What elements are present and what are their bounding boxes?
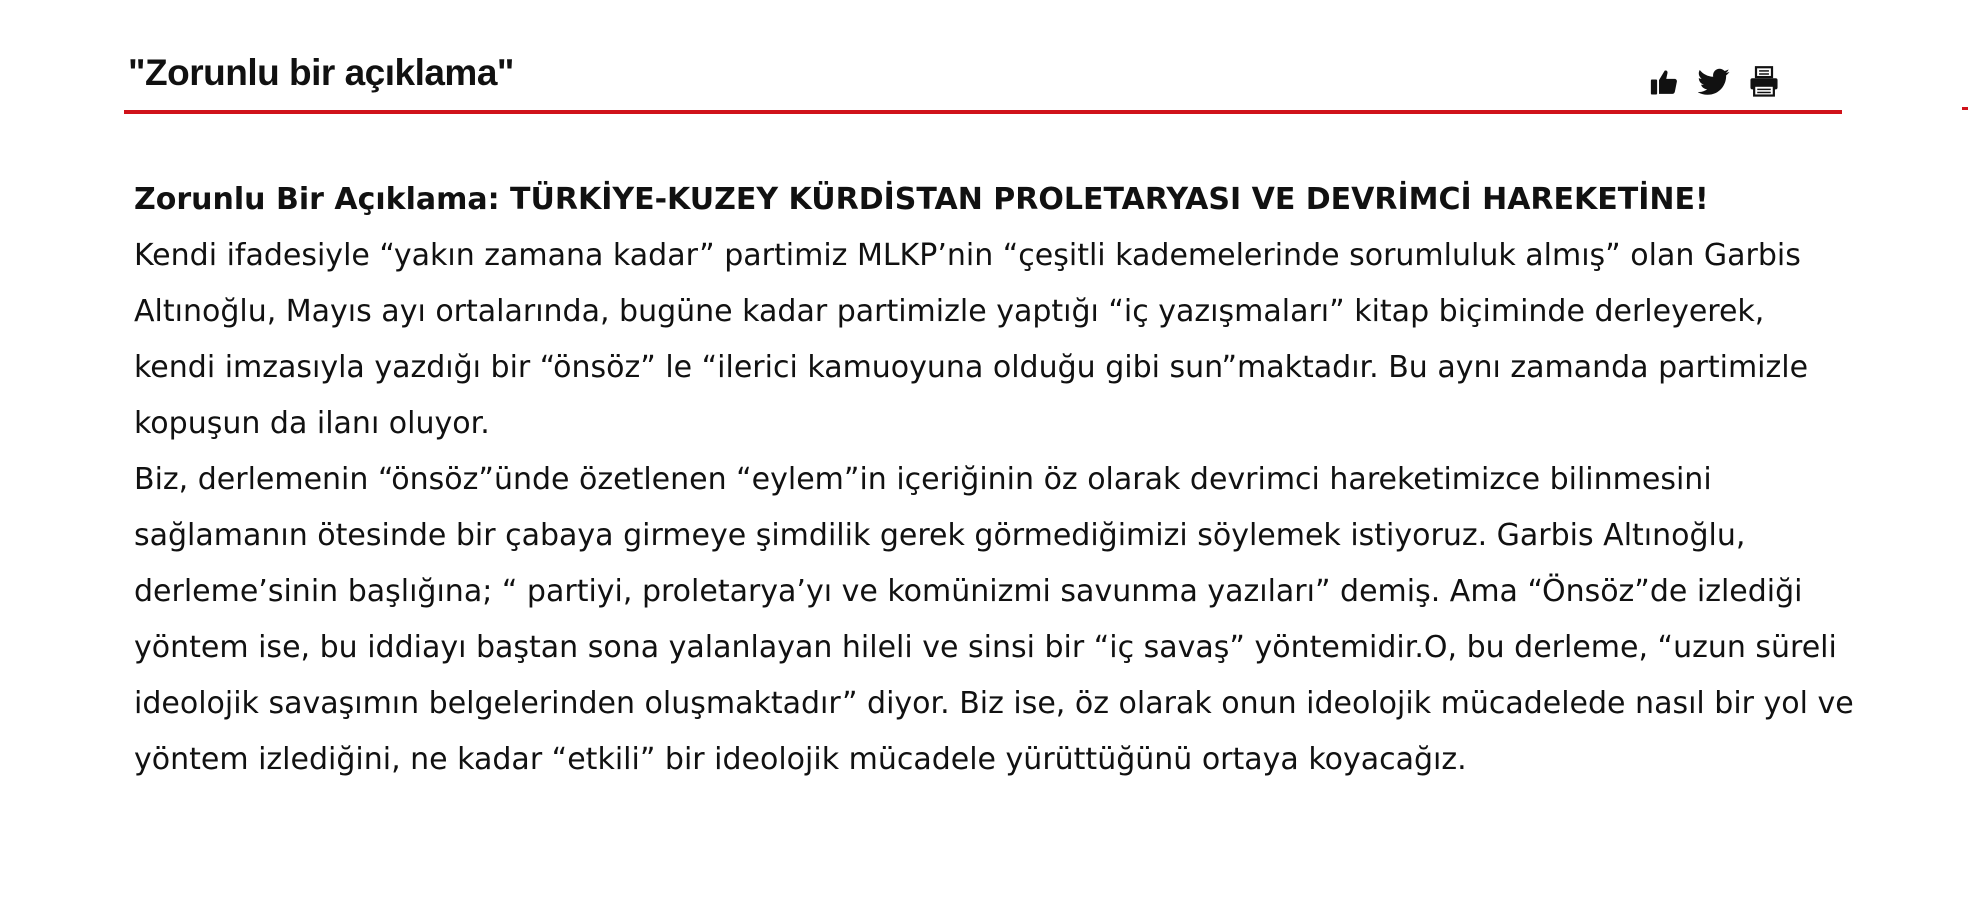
page-title: "Zorunlu bir açıklama" [128,52,514,93]
share-actions [1646,62,1796,102]
printer-icon [1749,66,1779,98]
article-paragraph: Biz, derlemenin “önsöz”ünde özetlenen “eylem”in içeriğinin öz olarak devrimci hareketimizce bilinmesini sağlamanın ötesinde bir çabaya girmeye şimdilik gerek görmediğimizi söylemek istiyoruz. Garbis Altınoğlu, derleme’sinin başlığına; “ partiyi, proletarya’yı ve komünizmi savunma yazıları” demiş. Ama “Önsöz”de izlediği yöntem ise, bu iddiayı baştan sona yalanlayan hileli ve sinsi bir “iç savaş” yöntemidir.O, bu derleme, “uzun süreli ideolojik savaşımın belgelerinden oluşmaktadır” diyor. Biz ise, öz olarak onun ideolojik mücadelede nasıl bir yol ve yöntem izlediğini, ne kadar “etkili” bir ideolojik mücadele yürüttüğünü ortaya koyacağız. [134,462,1854,777]
article-header [124,48,1842,114]
print-button[interactable] [1746,64,1782,100]
article-body [134,172,1854,788]
twitter-icon [1698,68,1730,96]
like-button[interactable] [1646,64,1682,100]
header-accent-mark [1962,107,1968,110]
article-paragraph: Kendi ifadesiyle “yakın zamana kadar” partimiz MLKP’nin “çeşitli kademelerinde sorumluluk almış” olan Garbis Altınoğlu, Mayıs ayı ortalarında, bugüne kadar partimizle yaptığı “iç yazışmaları” kitap biçiminde derleyerek, kendi imzasıyla yazdığı bir “önsöz” le “ilerici kamuoyuna olduğu gibi sun”maktadır. Bu aynı zamanda partimizle kopuşun da ilanı oluyor. [134,238,1809,441]
twitter-share-button[interactable] [1696,64,1732,100]
thumbs-up-icon [1649,67,1679,97]
article-heading: Zorunlu Bir Açıklama: TÜRKİYE-KUZEY KÜRDİSTAN PROLETARYASI VE DEVRİMCİ HAREKETİNE! [134,182,1709,217]
